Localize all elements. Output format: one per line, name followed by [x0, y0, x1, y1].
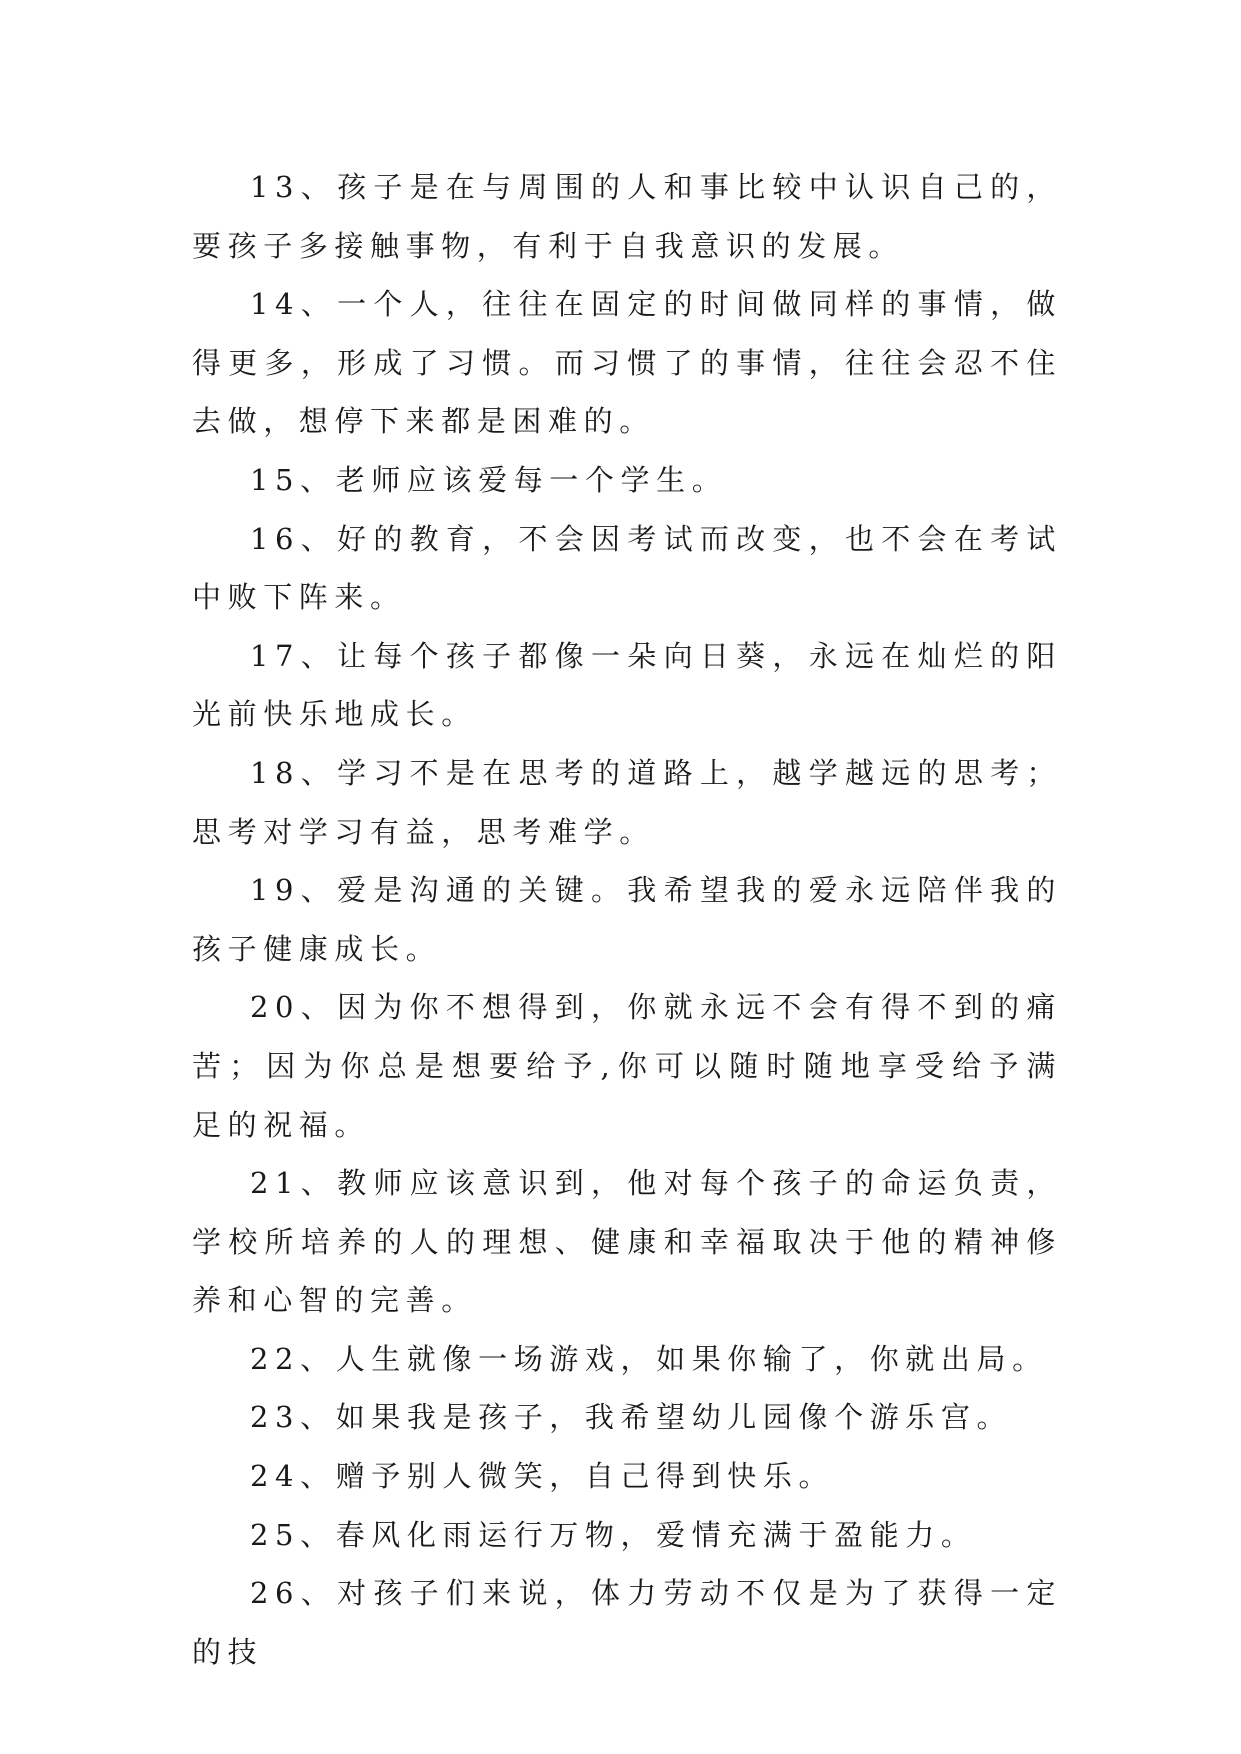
- paragraph-18: 18、学习不是在思考的道路上，越学越远的思考；思考对学习有益，思考难学。: [192, 755, 1062, 849]
- paragraph-13: 13、孩子是在与周围的人和事比较中认识自己的，要孩子多接触事物，有利于自我意识的发展。: [192, 170, 1062, 263]
- paragraph-16: 16、好的教育，不会因考试而改变，也不会在考试中败下阵来。: [192, 521, 1062, 615]
- paragraph-17: 17、让每个孩子都像一朵向日葵，永远在灿烂的阳光前快乐地成长。: [192, 638, 1062, 732]
- paragraph-24: 24、赠予别人微笑，自己得到快乐。: [250, 1459, 835, 1494]
- paragraph-26: 26、对孩子们来说，体力劳动不仅是为了获得一定的技: [192, 1576, 1062, 1669]
- document-body: [192, 158, 1062, 1681]
- paragraph-25: 25、春风化雨运行万物，爱情充满于盈能力。: [250, 1517, 977, 1552]
- paragraph-14: 14、一个人，往往在固定的时间做同样的事情，做得更多，形成了习惯。而习惯了的事情，往往会忍不住去做，想停下来都是困难的。: [192, 287, 1062, 439]
- paragraph-20: 20、因为你不想得到，你就永远不会有得不到的痛苦；因为你总是想要给予,你可以随时随地享受给予满足的祝福。: [192, 990, 1062, 1142]
- paragraph-21: 21、教师应该意识到，他对每个孩子的命运负责，学校所培养的人的理想、健康和幸福取决于他的精神修养和心智的完善。: [192, 1166, 1062, 1318]
- paragraph-19: 19、爱是沟通的关键。我希望我的爱永远陪伴我的孩子健康成长。: [192, 873, 1062, 966]
- paragraph-15: 15、老师应该爱每一个学生。: [250, 462, 728, 497]
- paragraph-22: 22、人生就像一场游戏，如果你输了，你就出局。: [250, 1341, 1048, 1376]
- paragraph-23: 23、如果我是孩子，我希望幼儿园像个游乐宫。: [250, 1400, 1013, 1435]
